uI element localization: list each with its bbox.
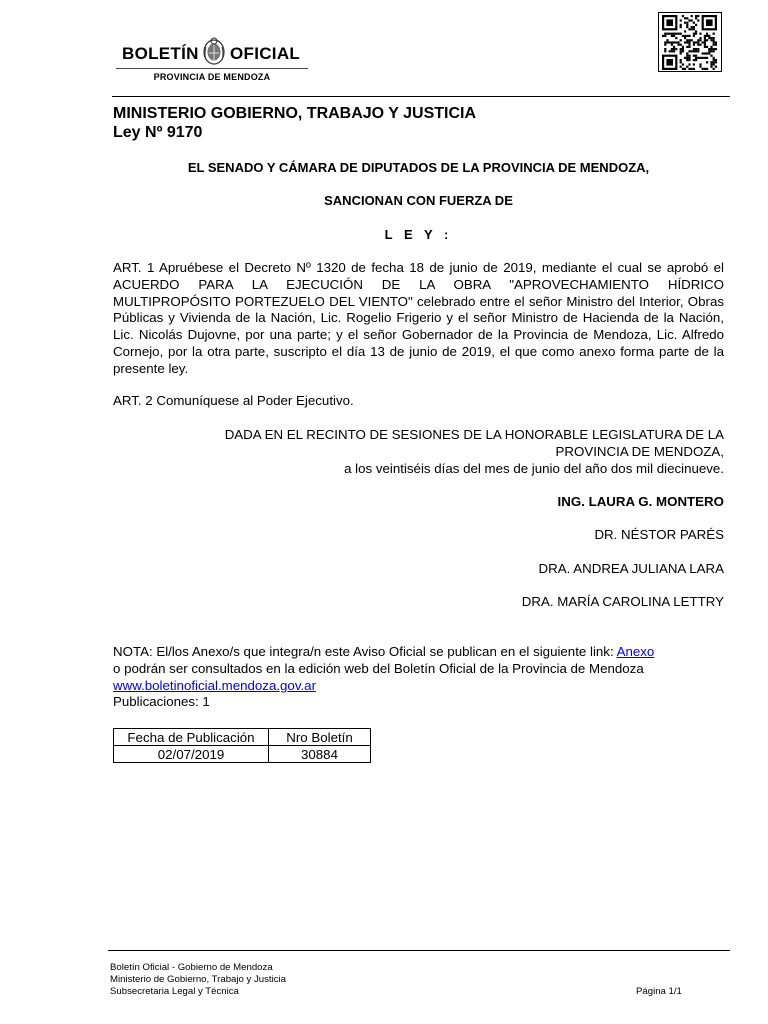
logo-subtitle: PROVINCIA DE MENDOZA — [153, 72, 271, 82]
article-2: ART. 2 Comuníquese al Poder Ejecutivo. — [113, 393, 354, 408]
ministry-title: MINISTERIO GOBIERNO, TRABAJO Y JUSTICIA — [113, 105, 477, 122]
page-number: Página 1/1 — [636, 986, 682, 997]
website-link[interactable]: www.boletinoficial.mendoza.gov.ar — [113, 677, 317, 693]
note-web-text: o podrán ser consultados en la edición web del Boletín Oficial de la Provincia de Mendoza — [113, 660, 644, 676]
signatory: DRA. MARÍA CAROLINA LETTRY — [521, 594, 724, 609]
dada-line-1: DADA EN EL RECINTO DE SESIONES DE LA HONORABLE LEGISLATURA DE LA — [224, 427, 724, 442]
ley-heading: L E Y : — [384, 227, 453, 242]
law-number: Ley Nº 9170 — [113, 124, 203, 141]
bulletin-number-cell: 30884 — [269, 746, 371, 763]
signatory: ING. LAURA G. MONTERO — [557, 494, 724, 509]
annex-note — [113, 644, 733, 711]
logo-title-right: OFICIAL — [230, 44, 301, 63]
dada-line-3: a los veintiséis días del mes de junio del año dos mil diecinueve. — [344, 460, 724, 476]
footer-line: Boletín Oficial - Gobierno de Mendoza — [110, 962, 273, 973]
dada-paragraph — [180, 427, 724, 477]
publication-table — [113, 728, 371, 763]
header-divider — [112, 96, 730, 97]
column-header: Fecha de Publicación — [114, 729, 269, 746]
table-row — [114, 746, 371, 763]
qr-code-icon — [658, 12, 722, 72]
note-text: NOTA: El/los Anexo/s que integra/n este Aviso Oficial se publican en el siguiente link: — [113, 644, 617, 659]
annex-link[interactable]: Anexo — [616, 644, 655, 659]
sanction-heading: SANCIONAN CON FUERZA DE — [324, 193, 513, 208]
publications-count: Publicaciones: 1 — [113, 694, 210, 710]
footer-line: Ministerio de Gobierno, Trabajo y Justicia — [110, 974, 286, 985]
logo-divider — [116, 68, 308, 69]
provincial-seal-icon — [200, 36, 228, 66]
table-header-row — [114, 729, 371, 746]
boletin-oficial-logo — [112, 30, 312, 88]
footer-divider — [108, 950, 730, 951]
footer — [110, 962, 286, 998]
logo-title-left: BOLETÍN — [122, 44, 199, 63]
footer-line: Subsecretaria Legal y Técnica — [110, 986, 239, 997]
publication-date-cell: 02/07/2019 — [114, 746, 269, 763]
preamble: EL SENADO Y CÁMARA DE DIPUTADOS DE LA PROVINCIA DE MENDOZA, — [187, 160, 650, 175]
column-header: Nro Boletín — [269, 729, 371, 746]
signatory: DR. NÉSTOR PARÉS — [594, 527, 724, 542]
dada-line-2: PROVINCIA DE MENDOZA, — [555, 443, 724, 459]
article-1: ART. 1 Apruébese el Decreto Nº 1320 de fecha 18 de junio de 2019, mediante el cual se aprobó el ACUERDO PARA LA EJECUCIÓN DE LA OBRA "APROVECHAMIENTO HÍDRICO MULTIPROPÓSITO PORTEZUELO DEL VIENTO" celebrado entre el señor Ministro del Interior, Obras Públicas y Vivienda de la Nación, Lic. Rogelio Frigerio y el señor Ministro de Hacienda de la Nación, Lic. Nicolás Dujovne, por una parte; y el señor Gobernador de la Provincia de Mendoza, Lic. Alfredo Cornejo, por la otra parte, suscripto el día 13 de junio de 2019, el que como anexo forma parte de la presente ley. — [113, 260, 724, 376]
signatory: DRA. ANDREA JULIANA LARA — [538, 561, 724, 576]
